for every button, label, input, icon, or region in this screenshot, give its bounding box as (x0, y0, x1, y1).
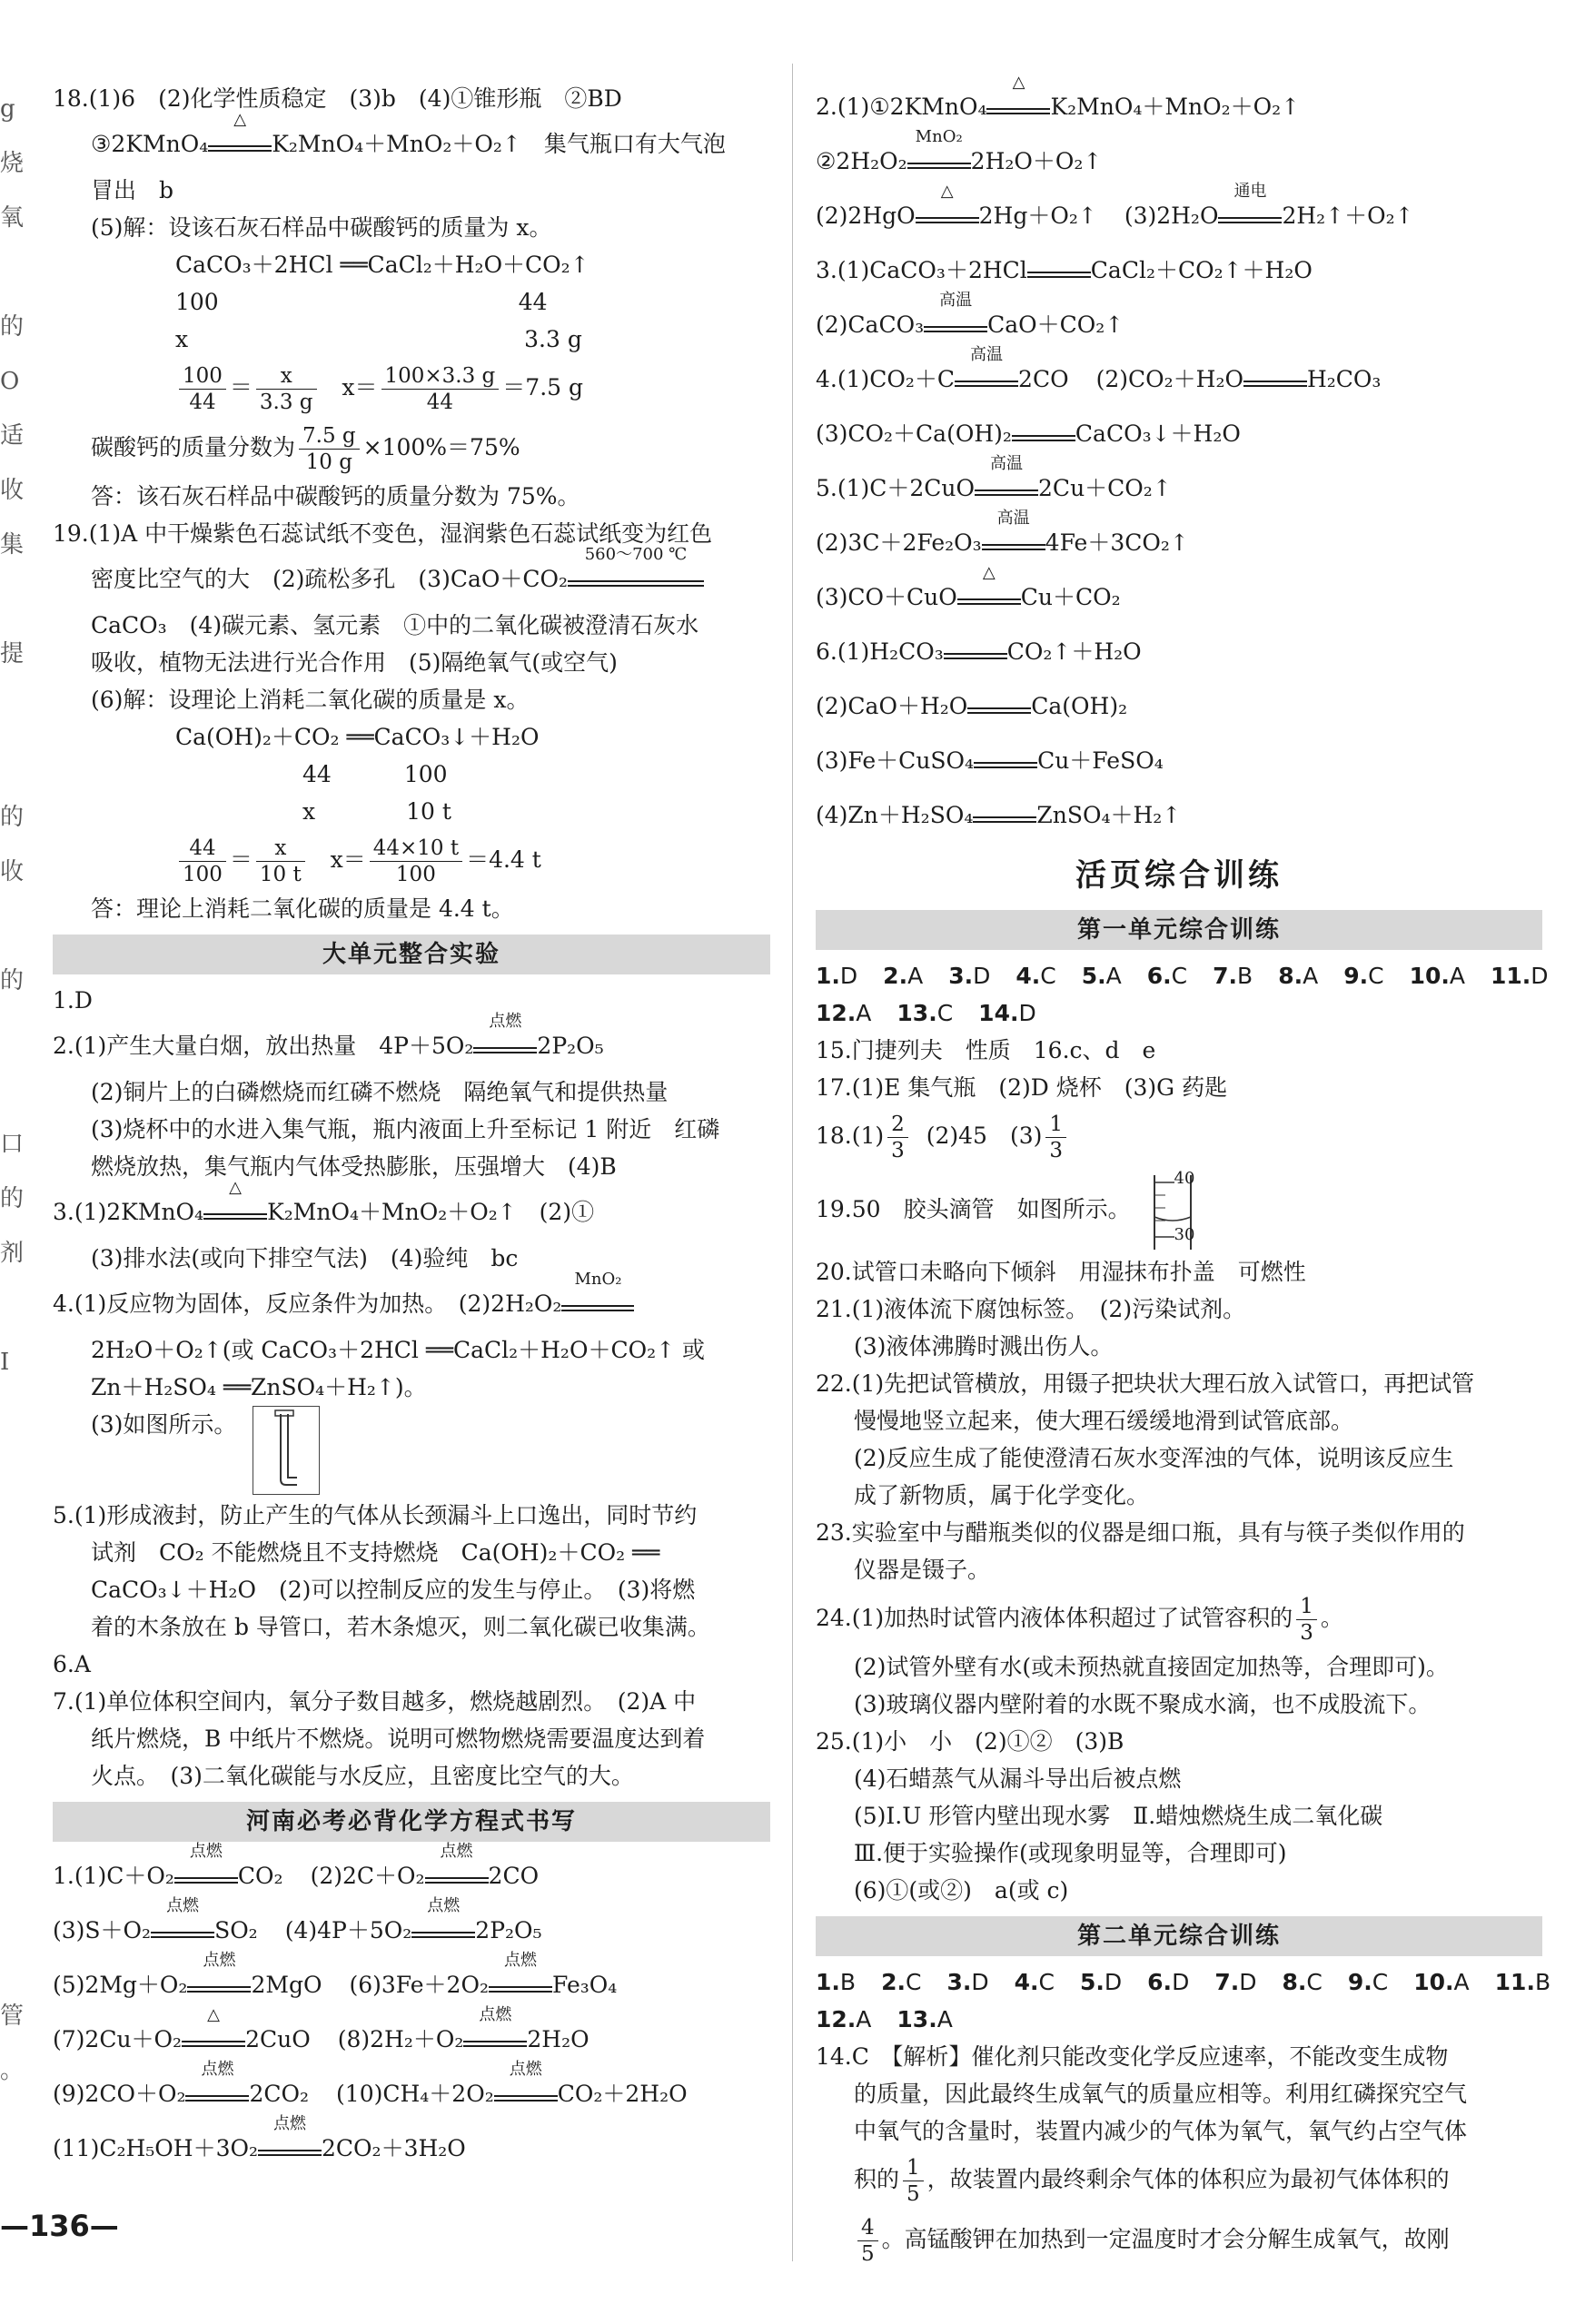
q19-line-5: (6)解：设理论上消耗二氧化碳的质量是 x。 (91, 687, 530, 713)
choice-answer: 11.D (1490, 963, 1549, 989)
margin-glyph (0, 736, 24, 790)
right-equation-2: (2)2HgO △ 2Hg＋O₂↑ (3)2H₂O 通电 2H₂↑＋O₂↑ (816, 182, 1414, 229)
q19-line-1: 19.(1)A 中干燥紫色石蕊试纸不变色，湿润紫色石蕊试纸变为红色 (53, 520, 713, 547)
reaction-condition: 点燃 (185, 2084, 249, 2101)
choice-answer: 12.A (816, 2006, 872, 2032)
right-equation-4: (2)CaCO₃ 高温 CaO＋CO₂↑ (816, 291, 1124, 338)
reaction-condition: △ (957, 588, 1021, 605)
left-equation-3: (7)2Cu＋O₂ △ 2CuO (8)2H₂＋O₂ 点燃 2H₂O (53, 2005, 589, 2052)
choice-answer: 9.C (1343, 963, 1384, 989)
exp-5-line-1: 5.(1)形成液封，防止产生的气体从长颈漏斗上口逸出，同时节约 (53, 1502, 698, 1528)
choice-answer: 4.C (1015, 963, 1056, 989)
choice-answer: 10.A (1413, 1969, 1470, 1995)
u2-q14-a: 14.C 【解析】催化剂只能改变化学反应速率，不能改变生成物 (816, 2043, 1449, 2070)
unit-1-title: 第一单元综合训练 (816, 910, 1542, 950)
margin-glyph: 氧 (0, 204, 24, 232)
choice-answer: 12.A (816, 1000, 872, 1026)
margin-glyph (0, 1008, 24, 1063)
reaction-condition (944, 642, 1007, 659)
margin-glyph: 收 (0, 477, 24, 504)
u1-q22-d: 成了新物质，属于化学变化。 (854, 1482, 1150, 1508)
margin-glyph (0, 572, 24, 627)
exp-1: 1.D (53, 987, 93, 1014)
q18-mass-fraction: 碳酸钙的质量分数为 $\frac{7.5 g}{10 g}$ ×100%＝75% (91, 424, 520, 474)
unit-2-answers-row-1 (816, 1963, 1551, 2001)
margin-glyph: 适 (0, 422, 24, 450)
margin-glyph (0, 1063, 24, 1117)
margin-glyph (0, 1281, 24, 1335)
margin-glyph: 的 (0, 967, 24, 994)
right-equation-10: 6.(1)H₂CO₃ CO₂↑＋H₂O (816, 638, 1142, 665)
reaction-condition: 点燃 (151, 1921, 214, 1938)
reaction-condition (1243, 370, 1307, 387)
margin-glyph: O (0, 368, 20, 395)
margin-glyph (0, 1662, 24, 1716)
right-equation-9: (3)CO＋CuO △ Cu＋CO₂ (816, 563, 1121, 610)
q18-proportion: $\frac{100}{44}$ ＝ $\frac{x}{3.3 g}$ x＝ $\frac{100\times 3.3 g}{44}$ ＝7.5 g (53, 358, 770, 418)
margin-glyph (0, 681, 24, 736)
exp-5-line-3: CaCO₃↓＋H₂O (2)可以控制反应的发生与停止。 (3)将燃 (91, 1577, 696, 1603)
margin-glyph: 。 (0, 2057, 24, 2084)
q18-line-7: x 3.3 g (175, 326, 582, 352)
choice-answer: 7.D (1214, 1969, 1257, 1995)
u1-q24-c: (3)玻璃仪器内壁附着的水既不聚成水滴，也不成股流下。 (854, 1691, 1432, 1717)
u1-q22-b: 慢慢地竖立起来，使大理石缓缓地滑到试管底部。 (854, 1408, 1354, 1434)
exp-4-line-2: 2H₂O＋O₂↑(或 CaCO₃＋2HCl ══CaCl₂＋H₂O＋CO₂↑ 或 (91, 1337, 705, 1363)
right-equation-13: (4)Zn＋H₂SO₄ ZnSO₄＋H₂↑ (816, 802, 1182, 828)
u1-q22-c: (2)反应生成了能使澄清石灰水变浑浊的气体，说明该反应生 (854, 1445, 1454, 1471)
right-equation-5: 4.(1)CO₂＋C 高温 2CO (2)CO₂＋H₂O H₂CO₃ (816, 345, 1382, 392)
u1-q21-a: 21.(1)液体流下腐蚀标签。 (2)污染试剂。 (816, 1296, 1246, 1322)
margin-glyph (0, 1444, 24, 1498)
reaction-condition: △ (182, 2030, 245, 2047)
margin-glyph: 烧 (0, 150, 24, 177)
choice-answer: 2.C (881, 1969, 922, 1995)
choice-answer: 8.A (1278, 963, 1319, 989)
left-equation-4: (9)2CO＋O₂ 点燃 2CO₂ (10)CH₄＋2O₂ 点燃 CO₂＋2H₂O (53, 2060, 688, 2107)
q18-line-5: CaCO₃＋2HCl ══CaCl₂＋H₂O＋CO₂↑ (175, 252, 589, 278)
u2-q14-d: 积的 $\frac{1}{5}$ ，故装置内最终剩余气体的体积应为最初气体体积的 (854, 2156, 1450, 2206)
q18-line-3: 冒出 b (91, 177, 174, 203)
left-equation-5: (11)C₂H₅OH＋3O₂ 点燃 2CO₂＋3H₂O (53, 2114, 466, 2161)
exp-2-line-1: 2.(1)产生大量白烟，放出热量 4P＋5O₂ 点燃 2P₂O₅ (53, 1012, 604, 1059)
q18-line-4: (5)解：设该石灰石样品中碳酸钙的质量为 x。 (91, 214, 552, 241)
u1-q23-a: 23.实验室中与醋瓶类似的仪器是细口瓶，具有与筷子类似作用的 (816, 1519, 1465, 1546)
u1-q25-c: (5)Ⅰ.U 形管内壁出现水雾 Ⅱ.蜡烛燃烧生成二氧化碳 (854, 1803, 1383, 1829)
margin-glyph (0, 1934, 24, 1989)
right-equation-11: (2)CaO＋H₂O Ca(OH)₂ (816, 693, 1128, 719)
reaction-condition: 点燃 (187, 1975, 251, 1993)
reaction-condition: △ (986, 97, 1050, 114)
margin-glyph (0, 1825, 24, 1880)
u1-q24-b: (2)试管外壁有水(或未预热就直接固定加热等，合理即可)。 (854, 1654, 1449, 1680)
q18-equation: ③2KMnO₄ △ K₂MnO₄＋MnO₂＋O₂↑ 集气瓶口有大气泡 (91, 110, 726, 157)
right-equation-6: (3)CO₂＋Ca(OH)₂ CaCO₃↓＋H₂O (816, 420, 1241, 447)
exp-3-line-2: (3)排水法(或向下排空气法) (4)验纯 bc (91, 1245, 519, 1271)
exp-4-line-4: (3)如图所示。 (53, 1406, 770, 1497)
choice-answer: 13.C (897, 1000, 954, 1026)
reaction-condition (973, 806, 1036, 823)
u1-q18: 18.(1) $\frac{2}{3}$ (2)45 (3) $\frac{1}{3}$ (816, 1106, 1542, 1166)
choice-answer: 3.D (948, 963, 991, 989)
reaction-condition (1027, 261, 1091, 278)
big-section-title: 活页综合训练 (1075, 857, 1283, 894)
left-equation-1: (3)S＋O₂ 点燃 SO₂ (4)4P＋5O₂ 点燃 2P₂O₅ (53, 1896, 542, 1943)
graduated-cylinder-figure: 40 30 (1147, 1170, 1211, 1253)
reaction-condition: 高温 (955, 370, 1018, 387)
margin-glyph (0, 1880, 24, 1934)
exp-2-line-2: (2)铜片上的白磷燃烧而红磷不燃烧 隔绝氧气和提供热量 (91, 1079, 669, 1105)
choice-answer: 9.C (1347, 1969, 1389, 1995)
margin-glyph: g (0, 95, 15, 123)
exp-7-line-3: 火点。 (3)二氧化碳能与水反应，且密度比空气的大。 (91, 1763, 634, 1789)
choice-answer: 8.C (1282, 1969, 1323, 1995)
reaction-condition: MnO₂ (907, 152, 971, 169)
choice-answer: 5.D (1079, 1969, 1123, 1995)
apparatus-figure (253, 1406, 320, 1495)
reaction-condition: 高温 (924, 315, 987, 332)
choice-answer: 6.C (1146, 963, 1188, 989)
margin-glyph: 集 (0, 531, 24, 559)
choice-answer: 13.A (897, 2006, 953, 2032)
margin-glyph (0, 1607, 24, 1662)
u1-q20: 20.试管口未略向下倾斜 用湿抹布扑盖 可燃性 (816, 1259, 1306, 1285)
reaction-condition: 点燃 (494, 2084, 558, 2101)
u1-q15: 15.门捷列夫 性质 16.c、d e (816, 1037, 1156, 1063)
u1-q24-a: 24.(1)加热时试管内液体体积超过了试管容积的 $\frac{1}{3}$ 。 (816, 1595, 1343, 1645)
margin-glyph: 剂 (0, 1240, 24, 1267)
u1-q21-b: (3)液体沸腾时溅出伤人。 (854, 1333, 1114, 1360)
margin-glyph (0, 1771, 24, 1825)
unit-1-answers-row-1 (816, 957, 1549, 994)
margin-glyph: 口 (0, 1131, 24, 1158)
unit-2-title: 第二单元综合训练 (816, 1916, 1542, 1956)
margin-glyph (0, 245, 24, 300)
q19-line-8: x 10 t (302, 798, 451, 825)
choice-answer: 11.B (1494, 1969, 1551, 1995)
u1-q25-d: Ⅲ.便于实验操作(或现象明显等，合理即可) (854, 1840, 1287, 1866)
choice-answer: 4.C (1014, 1969, 1055, 1995)
q19-line-6: Ca(OH)₂＋CO₂ ══CaCO₃↓＋H₂O (175, 724, 540, 750)
choice-answer: 7.B (1213, 963, 1253, 989)
q19-answer: 答：理论上消耗二氧化碳的质量是 4.4 t。 (91, 895, 514, 922)
u1-q25-b: (4)石蜡蒸气从漏斗导出后被点燃 (854, 1765, 1182, 1792)
reaction-condition: 高温 (982, 533, 1045, 550)
exp-2-line-3: (3)烧杯中的水进入集气瓶，瓶内液面上升至标记 1 附近 红磷 (91, 1116, 720, 1142)
q18-line-1: 18.(1)6 (2)化学性质稳定 (3)b (4)①锥形瓶 ②BD (53, 85, 622, 112)
margin-glyph (0, 1553, 24, 1607)
choice-answer: 1.B (816, 1969, 857, 1995)
u2-q14-c: 中氧气的含量时，装置内减少的气体为氧气，氧气约占空气体 (854, 2118, 1468, 2144)
u1-q23-b: 仪器是镊子。 (854, 1557, 991, 1583)
equation-list-left (53, 1842, 770, 2176)
exp-3-line-1: 3.(1)2KMnO₄ △ K₂MnO₄＋MnO₂＋O₂↑ (2)① (53, 1178, 595, 1225)
exp-5-line-2: 试剂 CO₂ 不能燃烧且不支持燃烧 Ca(OH)₂＋CO₂ ══ (91, 1539, 660, 1566)
reaction-condition: 点燃 (489, 1975, 552, 1993)
margin-glyph: Ⅰ (0, 1349, 10, 1376)
choice-answer: 10.A (1409, 963, 1465, 989)
margin-glyph (0, 1716, 24, 1771)
choice-answer: 6.D (1147, 1969, 1190, 1995)
right-equation-12: (3)Fe＋CuSO₄ Cu＋FeSO₄ (816, 747, 1164, 774)
left-margin-strip (0, 82, 24, 2261)
section-title-equations: 河南必考必背化学方程式书写 (53, 1802, 770, 1842)
u2-q14-e: $\frac{4}{5}$ 。高锰酸钾在加热到一定温度时才会分解生成氧气，故刚 (816, 2210, 1542, 2270)
reaction-condition: 点燃 (411, 1921, 475, 1938)
right-equation-0: 2.(1)①2KMnO₄ △ K₂MnO₄＋MnO₂＋O₂↑ (816, 73, 1301, 120)
equation-list-right (816, 73, 1542, 843)
u1-q25-e: (6)①(或②) a(或 c) (854, 1877, 1069, 1904)
reaction-condition (1012, 424, 1075, 441)
margin-glyph: 管 (0, 2003, 24, 2030)
reaction-condition: 高温 (975, 479, 1038, 496)
q18-answer: 答：该石灰石样品中碳酸钙的质量分数为 75%。 (91, 483, 580, 509)
u1-q22-a: 22.(1)先把试管横放，用镊子把块状大理石放入试管口，再把试管 (816, 1370, 1475, 1397)
exp-2-line-4: 燃烧放热，集气瓶内气体受热膨胀，压强增大 (4)B (91, 1153, 617, 1180)
right-equation-1: ②2H₂O₂ MnO₂ 2H₂O＋O₂↑ (816, 127, 1103, 174)
reaction-condition: 点燃 (174, 1866, 238, 1884)
exp-6: 6.A (53, 1651, 91, 1677)
left-equation-0: 1.(1)C＋O₂ 点燃 CO₂ (2)2C＋O₂ 点燃 2CO (53, 1842, 540, 1889)
reaction-condition: 点燃 (463, 2030, 527, 2047)
unit-2-answers-row-2 (816, 2001, 1542, 2038)
q19-line-4: 吸收，植物无法进行光合作用 (5)隔绝氧气(或空气) (91, 649, 618, 676)
margin-glyph: 收 (0, 858, 24, 885)
exp-4-line-1: 4.(1)反应物为固体，反应条件为加热。 (2)2H₂O₂ MnO₂ (53, 1277, 770, 1331)
exp-7-line-1: 7.(1)单位体积空间内，氧分子数目越多，燃烧越剧烈。 (2)A 中 (53, 1688, 697, 1715)
u2-q14-b: 的质量，因此最终生成氧气的质量应相等。利用红磷探究空气 (854, 2081, 1468, 2107)
reaction-condition: 通电 (1218, 206, 1282, 223)
page-number: —136— (0, 2209, 119, 2243)
column-divider (792, 64, 793, 2261)
exp-4-line-3: Zn＋H₂SO₄ ══ZnSO₄＋H₂↑)。 (91, 1374, 427, 1400)
right-equation-7: 5.(1)C＋2CuO 高温 2Cu＋CO₂↑ (816, 454, 1172, 501)
q19-line-3: CaCO₃ (4)碳元素、氢元素 ①中的二氧化碳被澄清石灰水 (91, 612, 699, 638)
u1-q17: 17.(1)E 集气瓶 (2)D 烧杯 (3)G 药匙 (816, 1074, 1228, 1101)
q19-line-7: 44 100 (302, 761, 448, 787)
choice-answer: 5.A (1081, 963, 1122, 989)
margin-glyph: 的 (0, 804, 24, 831)
u1-q25-a: 25.(1)小 小 (2)①② (3)B (816, 1728, 1124, 1755)
margin-glyph (0, 1498, 24, 1553)
q18-line-6: 100 44 (175, 289, 548, 315)
margin-glyph: 的 (0, 313, 24, 341)
section-title-experiments: 大单元整合实验 (53, 935, 770, 974)
choice-answer: 3.D (946, 1969, 989, 1995)
choice-answer: 14.D (978, 1000, 1036, 1026)
u1-q19: 19.50 胶头滴管 如图所示。 40 30 (816, 1166, 1542, 1253)
exp-5-line-4: 着的木条放在 b 导管口，若木条熄灭，则二氧化碳已收集满。 (91, 1614, 710, 1640)
right-column (816, 73, 1551, 2270)
margin-glyph (0, 1389, 24, 1444)
margin-glyph: 的 (0, 1185, 24, 1212)
reaction-condition (974, 751, 1037, 768)
choice-answer: 2.A (883, 963, 924, 989)
q19-line-2: 密度比空气的大 (2)疏松多孔 (3)CaO＋CO₂ 560～700 ℃ (53, 552, 770, 607)
margin-glyph (0, 899, 24, 954)
reaction-condition: 点燃 (425, 1866, 489, 1884)
reaction-condition (967, 697, 1031, 714)
unit-1-answers-row-2 (816, 994, 1542, 1032)
reaction-condition: △ (916, 206, 979, 223)
q19-proportion: $\frac{44}{100}$ ＝ $\frac{x}{10 t}$ x＝ $\frac{44\times 10 t}{100}$ ＝4.4 t (53, 830, 770, 890)
reaction-condition: △ (208, 134, 272, 152)
margin-glyph: 提 (0, 640, 24, 668)
right-equation-3: 3.(1)CaCO₃＋2HCl CaCl₂＋CO₂↑＋H₂O (816, 257, 1313, 283)
left-column (53, 80, 770, 2176)
exp-7-line-2: 纸片燃烧，B 中纸片不燃烧。说明可燃物燃烧需要温度达到着 (91, 1726, 706, 1752)
right-equation-8: (2)3C＋2Fe₂O₃ 高温 4Fe＋3CO₂↑ (816, 509, 1189, 556)
choice-answer: 1.D (816, 963, 858, 989)
reaction-condition: 点燃 (258, 2139, 322, 2156)
left-equation-2: (5)2Mg＋O₂ 点燃 2MgO (6)3Fe＋2O₂ 点燃 Fe₃O₄ (53, 1951, 618, 1998)
